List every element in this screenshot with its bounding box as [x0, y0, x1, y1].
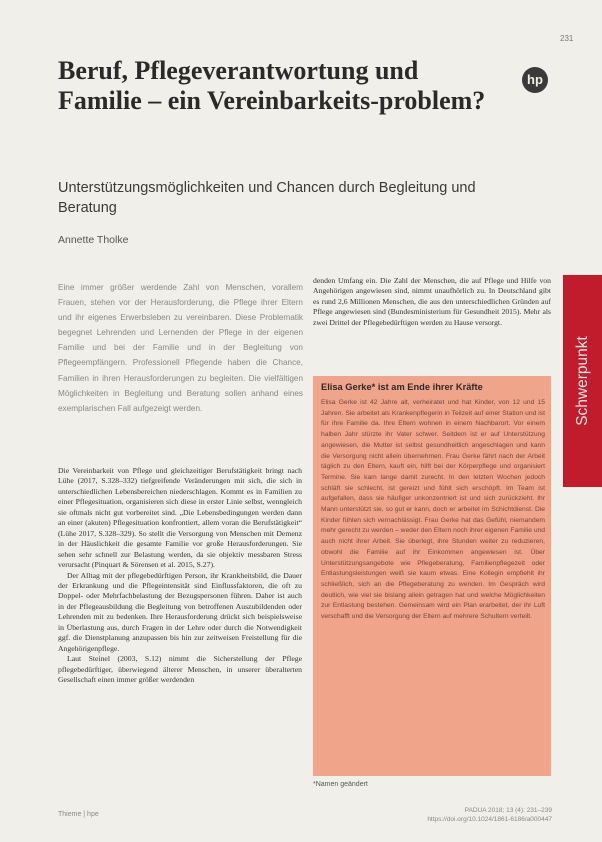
- body-column-right: [313, 276, 551, 328]
- article-title: Beruf, Pflegeverantwortung und Familie – ein Vereinbarkeits-problem?: [58, 56, 486, 115]
- author-name: Annette Tholke: [58, 234, 129, 246]
- footer-doi: https://doi.org/10.1024/1861-6186/a000447: [427, 816, 552, 823]
- case-study-footnote: *Namen geändert: [313, 781, 368, 788]
- body-paragraph: Laut Steinel (2003, S.12) nimmt die Sicherstellung der Pflege pflegebedürftiger, überwiegend älterer Menschen, in unserer überalterten Gesellschaft einen immer größer werdenden: [58, 654, 302, 685]
- section-tab-label: Schwerpunkt: [573, 336, 591, 426]
- footer-journal: PADUA 2018; 13 (4): 231–239: [464, 807, 552, 814]
- section-tab: [563, 275, 602, 487]
- body-paragraph: Der Alltag mit der pflegebedürftigen Person, ihr Krankheitsbild, die Dauer der Erkrankung und die Pflegeintensität sind Einflussfaktoren, die oft zu Doppel- oder Mehrfachbelastung der Bezugspersonen führen. Daher ist auch in der Pflegeausbildung die Begleitung von betroffenen Auszubildenden oder Lehrenden mit zu bedenken. Ihre Herausforderung drückt sich beispielsweise in Überlastung aus, durch Fragen in der Lehre oder durch die Notwendigkeit ggf. die Dienstplanung anzupassen bis hin zur zeitweisen Freistellung für die Angehörigenpflege.: [58, 570, 302, 653]
- case-study-title: Elisa Gerke* ist am Ende ihrer Kräfte: [321, 382, 483, 392]
- case-study-text: Elisa Gerke ist 42 Jahre alt, verheiratet und hat Kinder, von 12 und 15 Jahren. Sie arbeitet als Krankenpflegerin in Teilzeit auf einer Station und ist für ihre Familie da. Ihre Eltern wohnen in einem Nachbarort. Vor einem halben Jahr stürzte ihr Vater schwer. Seitdem ist er auf Unterstützung angewiesen, die Mutter ist selbst gesundheitlich angeschlagen und kann die Versorgung nicht allein übernehmen. Frau Gerke fährt nach der Arbeit täglich zu den Eltern, kauft ein, hilft bei der Körperpflege und organisiert Termine. Sie kam lange damit zurecht. In den letzten Wochen jedoch schläft sie schlecht, ist gereizt und fühlt sich erschöpft. Im Team ist aufgefallen, dass sie häufiger unkonzentriert ist und sich zurückzieht. Ihr Mann unterstützt sie, so gut er kann, doch er arbeitet im Schichtdienst. Die Kinder fühlen sich vernachlässigt. Frau Gerke hat das Gefühl, niemandem mehr gerecht zu werden – weder den Eltern noch ihrer eigenen Familie und auch nicht ihrer Arbeit. Sie überlegt, ihre Stunden weiter zu reduzieren, obwohl die Familie auf ihr Einkommen angewiesen ist. Über Unterstützungsangebote wie Pflegeberatung, Familienpflegezeit oder Entlastungsleistungen weiß sie kaum etwas. Eine Kollegin empfiehlt ihr schließlich, sich an die Pflegeberatung zu wenden. Im Gespräch wird deutlich, wie viel sie bislang allein getragen hat und welche Möglichkeiten zur Entlastung bestehen. Gemeinsam wird ein Plan erarbeitet, der ihr Luft verschafft und die Versorgung der Eltern auf mehrere Schultern verteilt.: [321, 399, 545, 621]
- case-study-box: [313, 376, 551, 776]
- body-paragraph: denden Umfang ein. Die Zahl der Menschen, die auf Pflege und Hilfe von Angehörigen angewiesen sind, nimmt unaufhörlich zu. In Deutschland gibt es rund 2,6 Millionen Menschen, die aus den unterschiedlichen Gründen auf Pflege angewiesen sind (Bundesministerium für Gesundheit 2015). Mehr als zwei Drittel der Pflegebedürftigen werden zu Hause versorgt.: [313, 276, 551, 327]
- body-column-left: [58, 466, 302, 686]
- abstract: Eine immer größer werdende Zahl von Menschen, vorallem Frauen, stehen vor der Herausforderung, die Pflege ihrer Eltern und ihr eigenes Erwerbsleben zu vereinbaren. Diese Problematik begegnet Lehrenden und Lernenden der Pflege in der eigenen Familie und bei der Familie und in der Begleitung von Pflegeempfängern. Professionell Pflegende haben die Chance, Familien in ihren Herausforderungen zu begleiten. Die vielfältigen Möglichkeiten in Begleitung und Beratung sollen anhand eines exemplarischen Fall aufgezeigt werden.: [58, 283, 303, 413]
- body-paragraph: Die Vereinbarkeit von Pflege und gleichzeitiger Berufstätigkeit bringt nach Lühe (2017, S.328–332) tiefgreifende Veränderungen mit sich, die sich in unterschiedlichen Lebensbereichen niederschlagen. Kommt es in Familien zu einer Pflegesituation, organisieren sich diese in erster Linie selbst, wenngleich sie oftmals nicht gut vorbereitet sind. „Die Lebensbedingungen werden dann an einer (akuten) Pflegesituation konfrontiert, allem voran die Berufstätigkeit“ (Lühe 2017, S.328–329). So stellt die Versorgung von Menschen mit Demenz in der Häuslichkeit die gesamte Familie vor große Herausforderungen. Sie sehen sehr schnell zur Belastung werden, da sie objektiv messbaren Stress verursacht (Pinquart & Sörensen et al. 2015, S.27).: [58, 466, 302, 570]
- footer-citation: [424, 806, 552, 824]
- publisher-logo-icon: hp: [522, 67, 548, 93]
- article-subtitle: Unterstützungsmöglichkeiten und Chancen durch Begleitung und Beratung: [58, 180, 476, 216]
- page-number: 231: [560, 34, 574, 43]
- footer-publisher: Thieme | hpe: [58, 811, 99, 818]
